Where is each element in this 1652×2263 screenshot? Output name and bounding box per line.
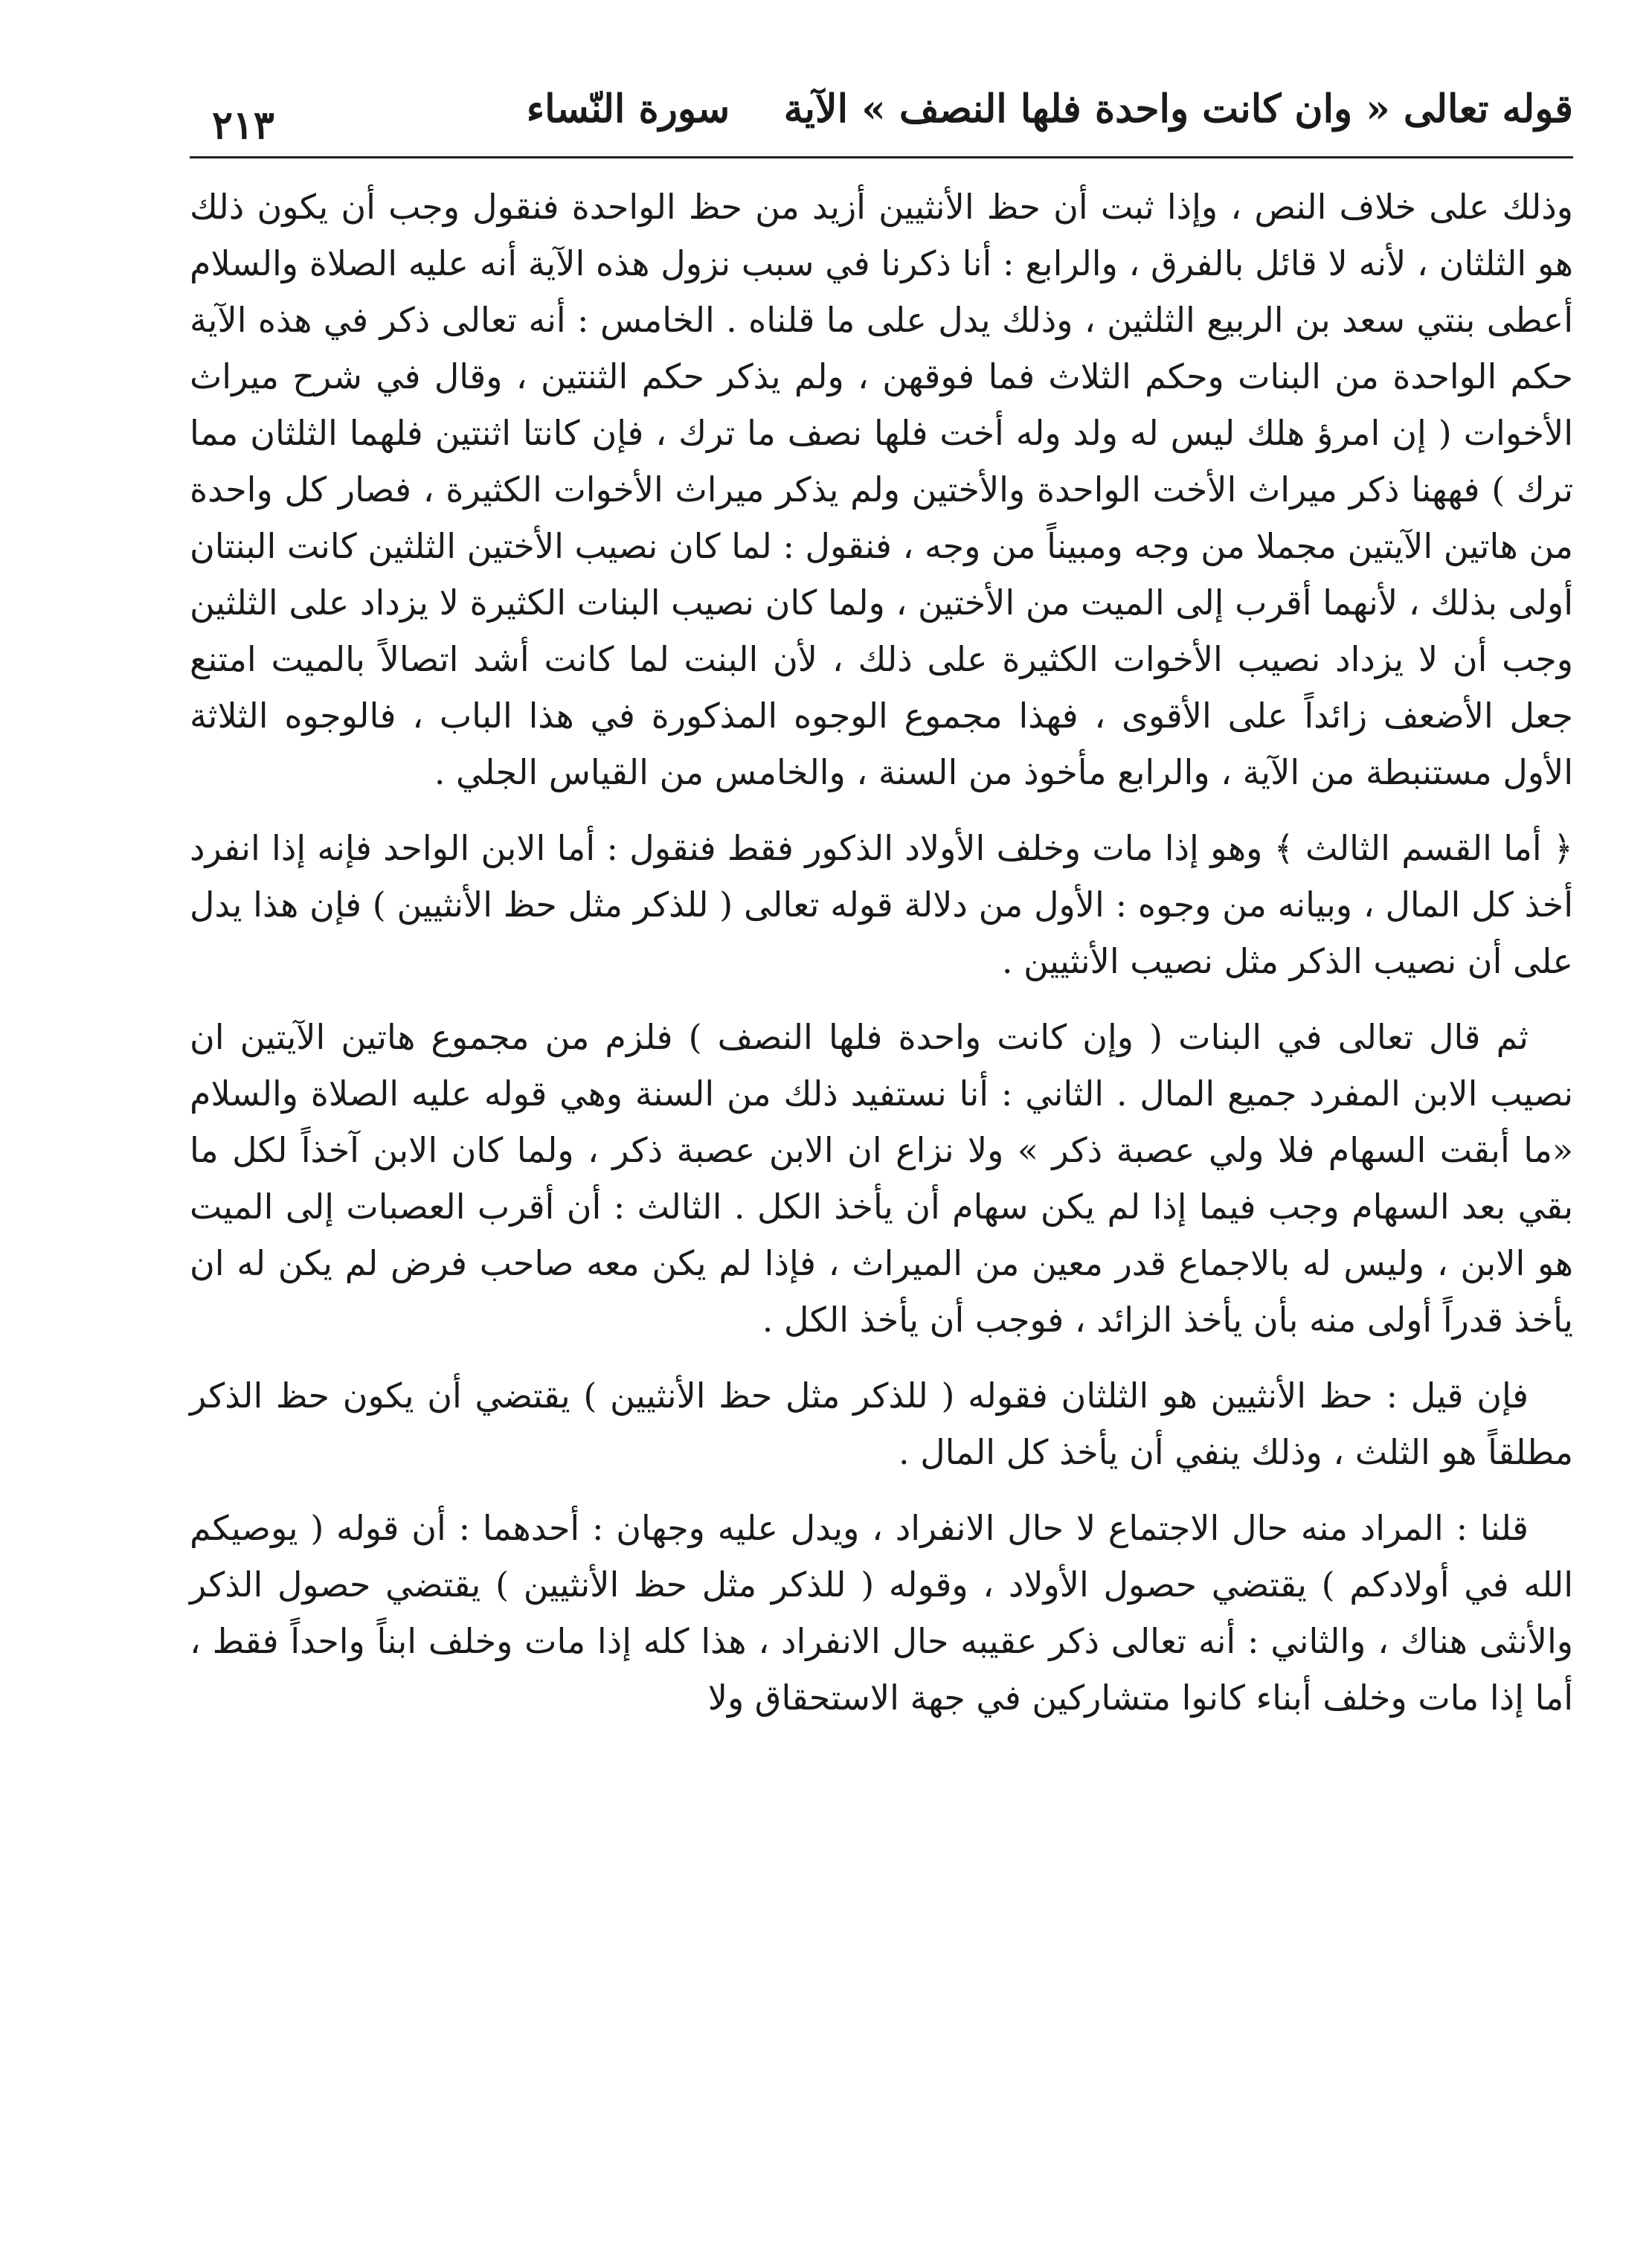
page-number: ٢١٣	[212, 103, 274, 148]
header-surah: سورة النّساء	[526, 86, 730, 132]
header-title-row	[527, 86, 1573, 132]
paragraph: ﴿ أما القسم الثالث ﴾ وهو إذا مات وخلف الأولاد الذكور فقط فنقول : أما الابن الواحد فإنه إذا انفرد أخذ كل المال ، وبيانه من وجوه : الأول من دلالة قوله تعالى ( للذكر مثل حظ الأنثيين ) فإن هذا يدل على أن نصيب الذكر مثل نصيب الأنثيين .	[190, 828, 1573, 981]
page-body	[190, 179, 1573, 1745]
paragraph: ثم قال تعالى في البنات ( وإن كانت واحدة فلها النصف ) فلزم من مجموع هاتين الآيتين ان نصيب الابن المفرد جميع المال . الثاني : أنا نستفيد ذلك من السنة وهي قوله عليه الصلاة والسلام «ما أبقت السهام فلا ولي عصبة ذكر » ولا نزاع ان الابن عصبة ذكر ، ولما كان الابن آخذاً لكل ما بقي بعد السهام وجب فيما إذا لم يكن سهام أن يأخذ الكل . الثالث : أن أقرب العصبات إلى الميت هو الابن ، وليس له بالاجماع قدر معين من الميراث ، فإذا لم يكن معه صاحب فرض لم يكن له ان يأخذ قدراً أولى منه بأن يأخذ الزائد ، فوجب أن يأخذ الكل .	[190, 1017, 1573, 1340]
header-title: قوله تعالى « وان كانت واحدة فلها النصف » الآية	[783, 86, 1573, 132]
paragraph: وذلك على خلاف النص ، وإذا ثبت أن حظ الأنثيين أزيد من حظ الواحدة فنقول وجب أن يكون ذلك هو الثلثان ، لأنه لا قائل بالفرق ، والرابع : أنا ذكرنا في سبب نزول هذه الآية أنه عليه الصلاة والسلام أعطى بنتي سعد بن الربيع الثلثين ، وذلك يدل على ما قلناه . الخامس : أنه تعالى ذكر في هذه الآية حكم الواحدة من البنات وحكم الثلاث فما فوقهن ، ولم يذكر حكم الثنتين ، وقال في شرح ميراث الأخوات ( إن امرؤ هلك ليس له ولد وله أخت فلها نصف ما ترك ، فإن كانتا اثنتين فلهما الثلثان مما ترك ) فههنا ذكر ميراث الأخت الواحدة والأختين ولم يذكر ميراث الأخوات الكثيرة ، فصار كل واحدة من هاتين الآيتين مجملا من وجه ومبيناً من وجه ، فنقول : لما كان نصيب الأختين الثلثين كانت البنتان أولى بذلك ، لأنهما أقرب إلى الميت من الأختين ، ولما كان نصيب البنات الكثيرة لا يزداد على الثلثين وجب أن لا يزداد نصيب الأخوات الكثيرة على ذلك ، لأن البنت لما كانت أشد اتصالاً بالميت امتنع جعل الأضعف زائداً على الأقوى ، فهذا مجموع الوجوه المذكورة في هذا الباب ، فالوجوه الثلاثة الأول مستنبطة من الآية ، والرابع مأخوذ من السنة ، والخامس من القياس الجلي .	[189, 187, 1573, 792]
paragraph: فإن قيل : حظ الأنثيين هو الثلثان فقوله ( للذكر مثل حظ الأنثيين ) يقتضي أن يكون حظ الذكر مطلقاً هو الثلث ، وذلك ينفي أن يأخذ كل المال .	[190, 1376, 1573, 1472]
paragraph: قلنا : المراد منه حال الاجتماع لا حال الانفراد ، ويدل عليه وجهان : أحدهما : أن قوله ( يوصيكم الله في أولادكم ) يقتضي حصول الأولاد ، وقوله ( للذكر مثل حظ الأنثيين ) يقتضي حصول الذكر والأنثى هناك ، والثاني : أنه تعالى ذكر عقيبه حال الانفراد ، هذا كله إذا مات وخلف ابناً واحداً فقط ، أما إذا مات وخلف أبناء كانوا متشاركين في جهة الاستحقاق ولا	[190, 1508, 1573, 1718]
header-divider	[190, 156, 1573, 158]
running-header	[190, 80, 1573, 151]
